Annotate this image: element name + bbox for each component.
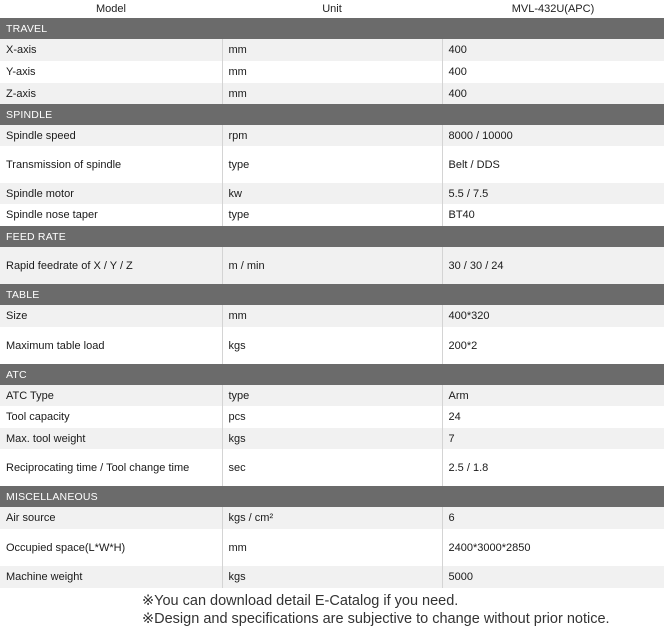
cell-label: Spindle speed xyxy=(0,125,222,146)
cell-label: Transmission of spindle xyxy=(0,146,222,183)
cell-unit: type xyxy=(222,146,442,183)
cell-unit: kgs xyxy=(222,566,442,588)
table-row xyxy=(0,507,664,529)
cell-value: 5000 xyxy=(442,566,664,588)
table-row xyxy=(0,406,664,428)
cell-value: Belt / DDS xyxy=(442,146,664,183)
cell-label: Maximum table load xyxy=(0,327,222,364)
cell-value: 7 xyxy=(442,428,664,449)
cell-label: Machine weight xyxy=(0,566,222,588)
cell-label: Rapid feedrate of X / Y / Z xyxy=(0,247,222,284)
table-row xyxy=(0,529,664,566)
section-header xyxy=(0,284,664,305)
cell-value: 200*2 xyxy=(442,327,664,364)
cell-unit: kgs xyxy=(222,428,442,449)
table-row xyxy=(0,305,664,327)
table-row xyxy=(0,61,664,83)
cell-unit: mm xyxy=(222,305,442,327)
cell-value: 24 xyxy=(442,406,664,428)
cell-label: Max. tool weight xyxy=(0,428,222,449)
cell-value: 30 / 30 / 24 xyxy=(442,247,664,284)
spec-table xyxy=(0,18,664,588)
section-header xyxy=(0,364,664,385)
cell-unit: m / min xyxy=(222,247,442,284)
cell-unit: rpm xyxy=(222,125,442,146)
table-row xyxy=(0,125,664,146)
cell-unit: pcs xyxy=(222,406,442,428)
cell-unit: kgs / cm² xyxy=(222,507,442,529)
cell-value: 2400*3000*2850 xyxy=(442,529,664,566)
table-row xyxy=(0,385,664,406)
cell-label: Spindle motor xyxy=(0,183,222,204)
cell-label: Size xyxy=(0,305,222,327)
cell-label: Z-axis xyxy=(0,83,222,104)
cell-label: Occupied space(L*W*H) xyxy=(0,529,222,566)
cell-label: Y-axis xyxy=(0,61,222,83)
cell-value: 8000 / 10000 xyxy=(442,125,664,146)
table-row xyxy=(0,428,664,449)
cell-label: ATC Type xyxy=(0,385,222,406)
section-title: FEED RATE xyxy=(0,226,664,247)
table-row xyxy=(0,83,664,104)
cell-unit: sec xyxy=(222,449,442,486)
cell-value: 5.5 / 7.5 xyxy=(442,183,664,204)
cell-value: 400 xyxy=(442,83,664,104)
table-row xyxy=(0,146,664,183)
cell-value: 400 xyxy=(442,39,664,61)
cell-label: Reciprocating time / Tool change time xyxy=(0,449,222,486)
header-model: Model xyxy=(96,3,126,15)
section-title: TABLE xyxy=(0,284,664,305)
cell-unit: mm xyxy=(222,39,442,61)
cell-label: X-axis xyxy=(0,39,222,61)
table-row xyxy=(0,449,664,486)
header-model-name: MVL-432U(APC) xyxy=(511,3,595,15)
cell-value: Arm xyxy=(442,385,664,406)
section-header xyxy=(0,226,664,247)
cell-label: Spindle nose taper xyxy=(0,204,222,226)
cell-unit: type xyxy=(222,385,442,406)
table-row xyxy=(0,247,664,284)
table-row xyxy=(0,566,664,588)
cell-unit: mm xyxy=(222,529,442,566)
footnotes xyxy=(142,592,610,628)
cell-unit: mm xyxy=(222,61,442,83)
cell-label: Air source xyxy=(0,507,222,529)
footnote-catalog: ※You can download detail E-Catalog if you need. xyxy=(142,593,459,609)
cell-label: Tool capacity xyxy=(0,406,222,428)
footnote-disclaimer: ※Design and specifications are subjective to change without prior notice. xyxy=(142,611,610,627)
table-row xyxy=(0,183,664,204)
section-title: MISCELLANEOUS xyxy=(0,486,664,507)
cell-value: 400 xyxy=(442,61,664,83)
table-row xyxy=(0,39,664,61)
section-header xyxy=(0,104,664,125)
header-unit: Unit xyxy=(322,3,342,15)
section-header xyxy=(0,486,664,507)
cell-unit: kw xyxy=(222,183,442,204)
table-row xyxy=(0,204,664,226)
cell-unit: mm xyxy=(222,83,442,104)
section-title: SPINDLE xyxy=(0,104,664,125)
cell-value: BT40 xyxy=(442,204,664,226)
cell-value: 6 xyxy=(442,507,664,529)
section-title: ATC xyxy=(0,364,664,385)
table-header xyxy=(0,0,664,18)
cell-value: 400*320 xyxy=(442,305,664,327)
section-title: TRAVEL xyxy=(0,18,664,39)
cell-unit: type xyxy=(222,204,442,226)
cell-unit: kgs xyxy=(222,327,442,364)
table-row xyxy=(0,327,664,364)
section-header xyxy=(0,18,664,39)
cell-value: 2.5 / 1.8 xyxy=(442,449,664,486)
